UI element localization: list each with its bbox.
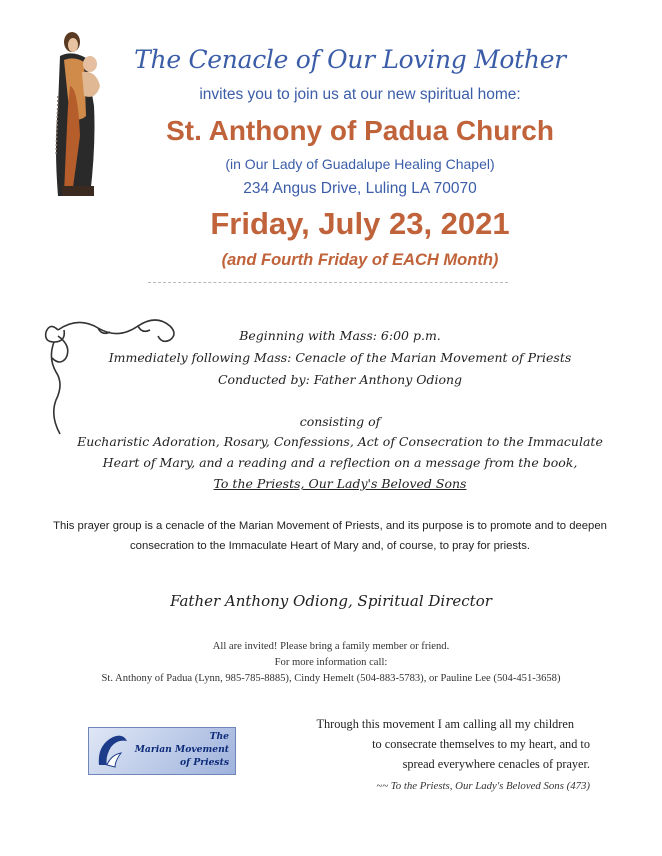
following-mass: Immediately following Mass: Cenacle of the Marian Movement of Priests — [108, 350, 572, 365]
logo-line-1: The — [209, 731, 229, 742]
quote-line-2: to consecrate themselves to my heart, and to — [372, 737, 590, 751]
purpose-paragraph — [30, 516, 630, 556]
consisting-of: consisting of — [299, 414, 381, 429]
activities-line-2: Heart of Mary, and a reading and a reflection on a message from the book, — [102, 455, 578, 470]
logo-line-3: of Priests — [180, 757, 229, 768]
event-date: Friday, July 23, 2021 — [210, 206, 510, 241]
purpose-line-2: consecration to the Immaculate Heart of Mary and, of course, to pray for priests. — [130, 540, 530, 552]
church-address: 234 Angus Drive, Luling LA 70070 — [243, 180, 477, 197]
event-recurrence: (and Fourth Friday of EACH Month) — [221, 251, 499, 269]
book-title: To the Priests, Our Lady's Beloved Sons — [213, 476, 467, 491]
spiritual-director: Father Anthony Odiong, Spiritual Director — [170, 592, 492, 610]
divider — [148, 282, 508, 283]
quote-line-1: Through this movement I am calling all my children — [316, 717, 574, 731]
contact-phones: St. Anthony of Padua (Lynn, 985-785-8885), Cindy Hemelt (504-883-5783), or Pauline Lee (504-451-3658) — [101, 673, 561, 684]
mass-time: Beginning with Mass: 6:00 p.m. — [239, 328, 441, 343]
conducted-by: Conducted by: Father Anthony Odiong — [217, 372, 463, 387]
page-title: The Cenacle of Our Loving Mother — [134, 45, 566, 74]
chapel-name: (in Our Lady of Guadalupe Healing Chapel) — [225, 156, 495, 172]
more-info-label: For more information call: — [274, 657, 388, 668]
quote-source: ~~ To the Priests, Our Lady's Beloved Sons (473) — [376, 780, 590, 792]
quote-line-3: spread everywhere cenacles of prayer. — [402, 757, 590, 771]
invitation-note: All are invited! Please bring a family member or friend. — [212, 641, 450, 652]
activities-line-1: Eucharistic Adoration, Rosary, Confessions, Act of Consecration to the Immaculate — [77, 434, 603, 449]
church-name: St. Anthony of Padua Church — [166, 115, 554, 146]
purpose-line-1: This prayer group is a cenacle of the Marian Movement of Priests, and its purpose is to promote and to deepen — [53, 520, 607, 532]
marian-movement-logo — [88, 727, 236, 775]
logo-mark-icon — [93, 731, 131, 771]
logo-line-2: Marian Movement — [134, 744, 229, 755]
invitation-text: invites you to join us at our new spiritual home: — [199, 86, 521, 103]
